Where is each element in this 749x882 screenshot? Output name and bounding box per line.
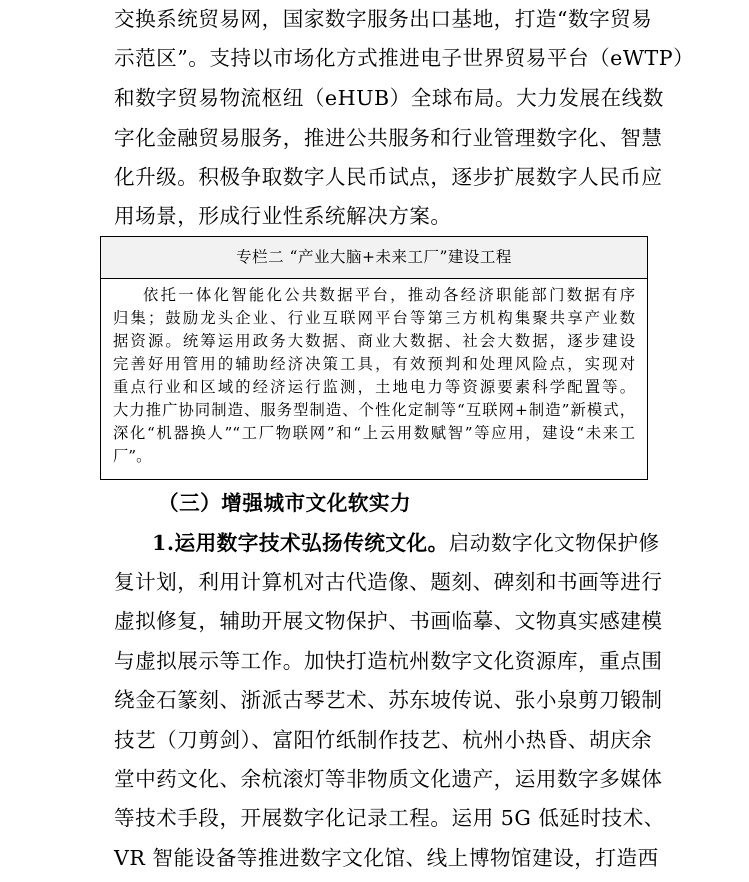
paragraph-line: 虚拟修复，辅助开展文物保护、书画临摹、文物真实感建模 xyxy=(114,609,663,633)
box-line: 依托一体化智能化公共数据平台，推动各经济职能部门数据有序 xyxy=(143,286,635,304)
paragraph-line: 和数字贸易物流枢纽（eHUB）全球布局。大力发展在线数 xyxy=(114,86,664,110)
paragraph-line: 堂中药文化、余杭滚灯等非物质文化遗产，运用数字多媒体 xyxy=(114,767,663,791)
box-title: 专栏二 “产业大脑+未来工厂”建设工程 xyxy=(101,237,647,279)
paragraph-lead: 1.运用数字技术弘扬传统文化。 xyxy=(152,531,449,555)
box-line: 深化“机器换人”“工厂物联网”和“上云用数赋智”等应用，建设“未来工 xyxy=(113,424,635,442)
box-line: 重点行业和区域的经济运行监测，土地电力等资源要素科学配置等。 xyxy=(113,378,635,396)
section-heading: （三）增强城市文化软实力 xyxy=(158,491,412,515)
paragraph-line: 示范区”。支持以市场化方式推进电子世界贸易平台（eWTP） xyxy=(114,46,695,70)
box-line: 归集；鼓励龙头企业、行业互联网平台等第三方机构集聚共享产业数 xyxy=(113,309,635,327)
paragraph-first-line-rest: 启动数字化文物保护修 xyxy=(448,531,660,555)
feature-box xyxy=(100,236,648,480)
paragraph-line: 字化金融贸易服务，推进公共服务和行业管理数字化、智慧 xyxy=(114,126,663,150)
paragraph-line: 技艺（刀剪剑）、富阳竹纸制作技艺、杭州小热昏、胡庆余 xyxy=(114,728,653,752)
paragraph-line: 绕金石篆刻、浙派古琴艺术、苏东坡传说、张小泉剪刀锻制 xyxy=(114,688,663,712)
paragraph-line: VR 智能设备等推进数字文化馆、线上博物馆建设，打造西 xyxy=(114,846,659,870)
paragraph-line: 与虚拟展示等工作。加快打造杭州数字文化资源库，重点围 xyxy=(114,649,663,673)
paragraph-line: 化升级。积极争取数字人民币试点，逐步扩展数字人民币应 xyxy=(114,165,663,189)
paragraph-line: 交换系统贸易网，国家数字服务出口基地，打造“数字贸易 xyxy=(114,7,653,31)
paragraph-line: 等技术手段，开展数字化记录工程。运用 5G 低延时技术、 xyxy=(114,806,665,830)
box-line: 完善好用管用的辅助经济决策工具，有效预判和处理风险点，实现对 xyxy=(113,355,635,373)
box-line: 大力推广协同制造、服务型制造、个性化定制等“互联网+制造”新模式， xyxy=(113,401,635,419)
paragraph-line: 复计划，利用计算机对古代造像、题刻、碑刻和书画等进行 xyxy=(114,570,663,594)
paragraph-line: 用场景，形成行业性系统解决方案。 xyxy=(114,204,452,228)
box-line: 据资源。统筹运用政务大数据、商业大数据、社会大数据，逐步建设 xyxy=(113,332,635,350)
box-line: 厂”。 xyxy=(113,447,152,465)
paragraph-line-first xyxy=(152,528,660,558)
